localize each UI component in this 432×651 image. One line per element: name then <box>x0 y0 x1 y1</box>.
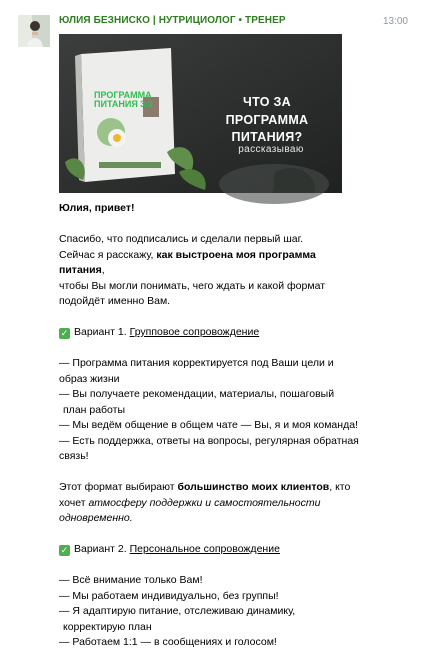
format-italic: атмосферу поддержки и самостоятельности <box>88 496 321 509</box>
message-banner-image[interactable] <box>59 34 342 193</box>
book-title: ПРОГРАММА ПИТАНИЯ 3.0 <box>94 90 153 110</box>
sender-name[interactable]: ЮЛИЯ БЕЗНИСКО | НУТРИЦИОЛОГ • ТРЕНЕР <box>59 15 286 26</box>
message-time: 13:00 <box>382 16 408 27</box>
variant-1-line: образ жизни <box>59 372 120 385</box>
intro-bold: как выстроена моя программа питания <box>59 248 316 276</box>
format-line-3 <box>59 511 359 527</box>
check-mark-icon: ✓ <box>60 545 69 555</box>
sender-avatar[interactable] <box>18 15 50 47</box>
intro-line-1: Спасибо, что подписались и сделали первый шаг. <box>59 233 304 245</box>
intro-line-3: чтобы Вы могли понимать, чего ждать и какой формат <box>59 279 326 292</box>
variant-2-line: — Я адаптирую питание, отслеживаю динамику, <box>59 605 296 617</box>
avatar-photo <box>18 15 50 47</box>
variant-1-prefix: Вариант 1. <box>74 326 130 338</box>
variant-1-line: — Есть поддержка, ответы на вопросы, регулярная обратная <box>59 434 359 447</box>
banner-subtitle: рассказываю <box>238 144 304 155</box>
variant-2-line: корректирую план <box>63 620 152 633</box>
variant-1-line: — Вы получаете рекомендации, материалы, пошаговый <box>59 388 335 400</box>
greeting <box>59 201 359 217</box>
variant-1-line: связь! <box>59 450 89 462</box>
format-line-2 <box>59 496 359 512</box>
format-text: Этот формат выбирают <box>59 481 178 493</box>
format-text-end: , кто <box>329 481 351 493</box>
variant-2-line: — Работаем 1:1 — в сообщениях и голосом! <box>59 636 277 648</box>
variant-2-prefix: Вариант 2. <box>74 543 130 555</box>
variant-1-line: план работы <box>63 403 126 416</box>
book-cover-image <box>75 48 175 182</box>
variant-2-heading <box>59 542 359 558</box>
intro-line-2 <box>59 248 359 279</box>
check-mark-icon: ✓ <box>60 328 69 338</box>
variant-2-line: — Всё внимание только Вам! <box>59 574 203 586</box>
greeting-text: Юлия, привет! <box>59 202 135 214</box>
banner-headline <box>192 94 342 147</box>
banner-headline-line-2: ПРОГРАММА ПИТАНИЯ? <box>225 112 309 144</box>
intro-line-4: подойдёт именно Вам. <box>59 295 171 307</box>
variant-2-link[interactable]: Персональное сопровождение <box>129 543 280 555</box>
intro-comma: , <box>101 264 105 276</box>
format-bold: большинство моих клиентов <box>177 481 330 493</box>
variant-1-line: — Программа питания корректируется под Ваши цели и <box>59 357 334 369</box>
message-text <box>59 201 359 651</box>
intro-text: Сейчас я расскажу, <box>59 248 157 261</box>
format-text: хочет <box>59 496 89 509</box>
format-line-1 <box>59 480 359 496</box>
banner-headline-line-1: ЧТО ЗА <box>243 95 291 109</box>
format-italic-end: одновременно. <box>59 512 133 524</box>
variant-1-heading <box>59 325 359 341</box>
variant-1-line: — Мы ведём общение в общем чате — Вы, я и моя команда! <box>59 419 358 431</box>
variant-1-link[interactable]: Групповое сопровождение <box>129 326 260 338</box>
variant-2-line: — Мы работаем индивидуально, без группы! <box>59 589 279 602</box>
